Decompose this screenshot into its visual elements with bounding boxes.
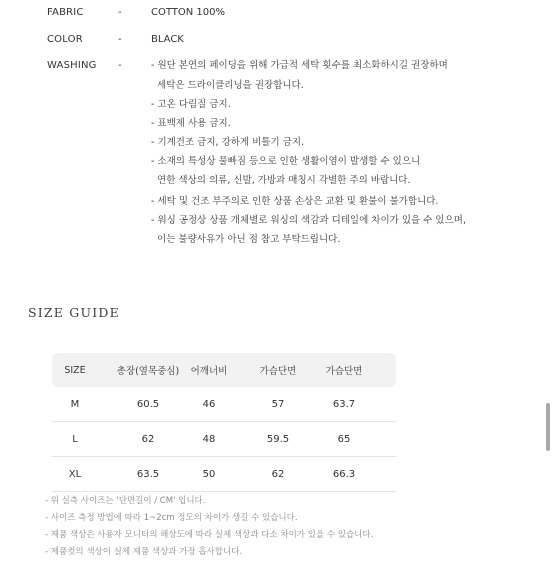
table-cell: 63.5 (136, 468, 160, 480)
table-cell: 66.3 (332, 468, 356, 480)
note-line: - 제품컷의 색상이 실제 제품 색상과 가장 흡사합니다. (45, 547, 243, 557)
table-cell: 65 (337, 433, 351, 445)
table-cell: 59.5 (266, 433, 290, 445)
info-value: BLACK (151, 34, 184, 45)
table-row (52, 422, 396, 457)
size-table (52, 353, 396, 492)
washing-line: 연한 색상의 의류, 신발, 가방과 매칭시 각별한 주의 바랍니다. (151, 175, 411, 186)
table-cell: 57 (271, 398, 285, 410)
table-cell: 63.7 (332, 398, 356, 410)
note-line: - 사이즈 측정 방법에 따라 1~2cm 정도의 차이가 생길 수 있습니다. (45, 513, 298, 523)
table-cell: 62 (141, 433, 155, 445)
size-notes (45, 493, 373, 561)
info-value: COTTON 100% (151, 7, 226, 18)
washing-line: - 원단 본연의 페이딩을 위해 가급적 세탁 횟수를 최소화하시길 권장하며 (151, 60, 448, 71)
info-label: COLOR (47, 34, 83, 45)
info-row-color (0, 31, 555, 49)
washing-line: - 기계건조 금지, 강하게 비틀기 금지. (151, 137, 305, 148)
table-cell: M (70, 398, 80, 410)
info-dash: - (118, 60, 122, 71)
scrollbar-thumb[interactable] (546, 403, 550, 451)
info-dash: - (118, 34, 122, 45)
washing-line: - 표백제 사용 금지. (151, 118, 231, 129)
table-cell: 46 (202, 398, 216, 410)
table-cell: 50 (202, 468, 216, 480)
size-table-header (52, 353, 396, 387)
table-row (52, 387, 396, 422)
header-cell: 총장(옆목중심) (116, 366, 180, 377)
header-cell: 가슴단면 (325, 366, 363, 377)
size-guide-title: SIZE GUIDE (28, 305, 120, 320)
washing-line: - 세탁 및 건조 부주의로 인한 상품 손상은 교환 및 환불이 불가합니다. (151, 196, 439, 207)
note-line: - 위 실측 사이즈는 '단면길이 / CM' 입니다. (45, 496, 206, 506)
header-cell: 어깨너비 (190, 366, 228, 377)
washing-line: 이는 불량사유가 아닌 점 참고 부탁드립니다. (151, 234, 341, 245)
washing-line: - 고온 다림질 금지. (151, 99, 231, 110)
table-cell: L (72, 433, 78, 445)
info-row-fabric (0, 4, 555, 22)
header-cell: SIZE (64, 364, 86, 376)
table-cell: 62 (271, 468, 285, 480)
table-cell: 60.5 (136, 398, 160, 410)
header-cell: 가슴단면 (259, 366, 297, 377)
washing-line: 세탁은 드라이클리닝을 권장합니다. (151, 80, 304, 91)
table-row (52, 457, 396, 492)
info-label: FABRIC (47, 7, 84, 18)
note-line: - 제품 색상은 사용자 모니터의 해상도에 따라 실제 색상과 다소 차이가 있을 수 있습니다. (45, 530, 374, 540)
table-cell: 48 (202, 433, 216, 445)
info-dash: - (118, 7, 122, 18)
washing-line: - 워싱 공정상 상품 개체별로 워싱의 색감과 디테일에 차이가 있을 수 있으며, (151, 215, 466, 226)
washing-line: - 소재의 특성상 물빠짐 등으로 인한 생활이염이 발생할 수 있으니 (151, 156, 421, 167)
info-label: WASHING (47, 60, 97, 71)
table-cell: XL (68, 468, 82, 480)
